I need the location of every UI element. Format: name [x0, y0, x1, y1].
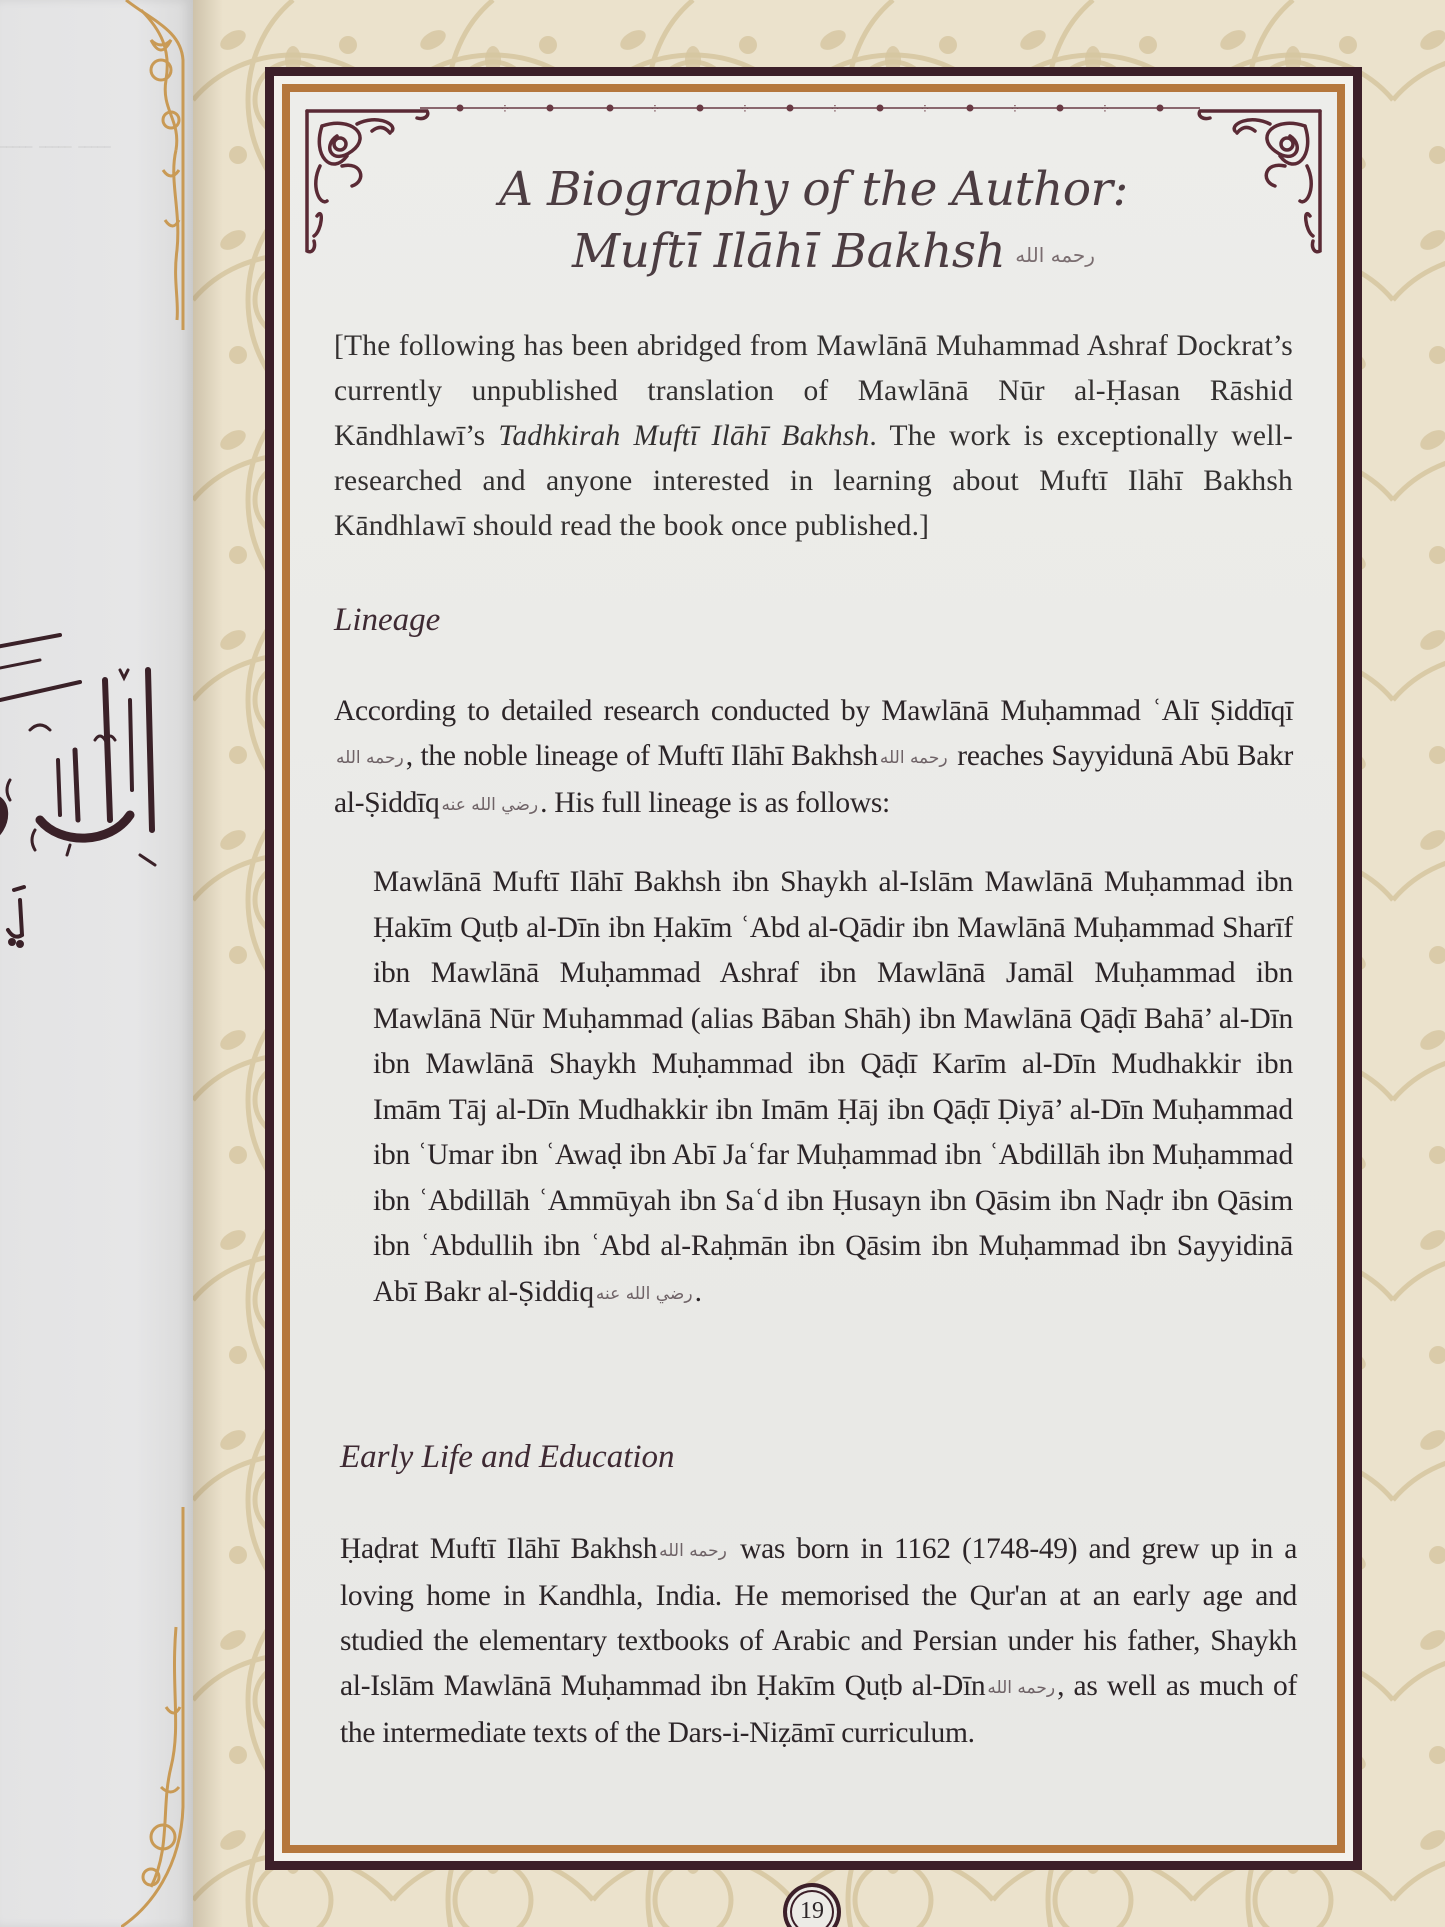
ornamental-rule-icon: [420, 100, 1200, 116]
show-through-text: ـــــ ـــــ ـــــ: [0, 129, 111, 154]
lineage-paragraph: [334, 689, 1293, 828]
main-page: [193, 0, 1445, 1927]
lineage-block-quote: [373, 860, 1293, 1317]
honorific-icon: رحمه الله: [659, 1541, 727, 1561]
page-frame-copper: [282, 84, 1345, 1853]
section-heading-lineage: Lineage: [334, 602, 441, 638]
intro-text-2: . The work is exceptionally well-researched and anyone interested in learning about Muftī Ilāhī Bakhsh Kāndhlawī should read the book once published.]: [334, 420, 1294, 542]
honorific-icon: رحمه الله: [987, 1678, 1056, 1698]
chapter-title-line-1: A Biography of the Author:: [499, 162, 1128, 217]
honorific-icon: رحمه الله: [336, 748, 404, 768]
lineage-text-4: . His full lineage is as follows:: [540, 787, 890, 819]
intro-text-1: [The following has been abridged from Mawlānā Muhammad Ashraf Dockrat’s currently unpublished translation of Mawlānā Nūr al-Ḥasan Rāshid Kāndhlawī’s: [334, 330, 1293, 452]
svg-text:⁘: ⁘: [919, 102, 931, 116]
lineage-chain-text: Mawlānā Muftī Ilāhī Bakhsh ibn Shaykh al-Islām Mawlānā Muḥammad ibn Ḥakīm Quṭb al-Dīn ibn Ḥakīm ʿAbd al-Qādir ibn Mawlānā Muḥammad Sharīf ibn Mawlānā Muḥammad Ashraf ibn Mawlānā Jamāl Muḥammad ibn Mawlānā Nūr Muḥammad (alias Bāban Shāh) ibn Mawlānā Qāḍī Bahā’ al-Dīn ibn Mawlānā Shaykh Muḥammad ibn Qāḍī Karīm al-Dīn Mudhakkir ibn Imām Tāj al-Dīn Mudhakkir ibn Imām Ḥāj ibn Qāḍī Ḍiyā’ al-Dīn Muḥammad ibn ʿUmar ibn ʿAwaḍ ibn Abī Jaʿfar Muḥammad ibn ʿAbdillāh ibn Muḥammad ibn ʿAbdillāh ʿAmmūyah ibn Saʿd ibn Ḥusayn ibn Qāsim ibn Naḍr ibn Qāsim ibn ʿAbdullih ibn ʿAbd al-Raḥmān ibn Qāsim ibn Muḥammad ibn Sayyidinā Abī Bakr al-Ṣiddiq: [373, 866, 1293, 1308]
early-life-paragraph: [340, 1527, 1297, 1756]
gold-corner-flourish-icon: [121, 1507, 191, 1927]
svg-text:⁘: ⁘: [499, 102, 511, 116]
page-number-badge: 19: [783, 1883, 841, 1927]
page-frame-dark: [265, 67, 1362, 1870]
honorific-radiyallahu-icon: رضي الله عنه: [595, 1283, 693, 1304]
lineage-text-1: According to detailed research conducted by Mawlānā Muḥammad ʿAlī Ṣiddīqī: [334, 695, 1293, 727]
lineage-text-3: reaches Sayyidunā Abū Bakr al-Ṣiddīq: [334, 740, 1293, 819]
gold-corner-flourish-icon: [121, 0, 191, 330]
intro-paragraph: [334, 324, 1293, 549]
section-heading-early-life: Early Life and Education: [340, 1439, 675, 1475]
honorific-rahimahullah-icon: رحمه الله: [1015, 243, 1095, 267]
arabic-calligraphy-small-icon: [0, 880, 50, 950]
arabic-calligraphy-icon: [0, 630, 180, 870]
chapter-title-name: Muftī Ilāhī Bakhsh: [572, 224, 1006, 279]
svg-text:⁘: ⁘: [649, 102, 661, 116]
early-life-text-3: , as well as much of the intermediate texts of the Dars-i-Niẓāmī curriculum.: [340, 1670, 1297, 1749]
facing-page-left: [0, 0, 193, 1927]
text-panel: [290, 92, 1337, 1845]
lineage-chain-end: .: [694, 1275, 702, 1308]
book-title-italic: Tadhkirah Muftī Ilāhī Bakhsh: [498, 420, 870, 452]
spine-shadow: [193, 0, 223, 1927]
svg-text:⁘: ⁘: [1099, 102, 1111, 116]
lineage-text-2: , the noble lineage of Muftī Ilāhī Bakhsh: [405, 740, 878, 772]
svg-text:⁘: ⁘: [829, 102, 841, 116]
svg-text:⁘: ⁘: [739, 102, 751, 116]
honorific-radiyallahu-icon: رضي الله عنه: [441, 795, 539, 815]
early-life-text-2: was born in 1162 (1748-49) and grew up in a loving home in Kandhla, India. He memorised the Qur'an at an early age and studied the elementary textbooks of Arabic and Persian under his father, Shaykh al-Islām Mawlānā Muḥammad ibn Ḥakīm Quṭb al-Dīn: [340, 1533, 1297, 1702]
early-life-text-1: Ḥaḍrat Muftī Ilāhī Bakhsh: [340, 1533, 658, 1565]
chapter-title-line-2: [330, 224, 1337, 279]
svg-text:⁘: ⁘: [1009, 102, 1021, 116]
honorific-icon: رحمه الله: [879, 748, 948, 768]
